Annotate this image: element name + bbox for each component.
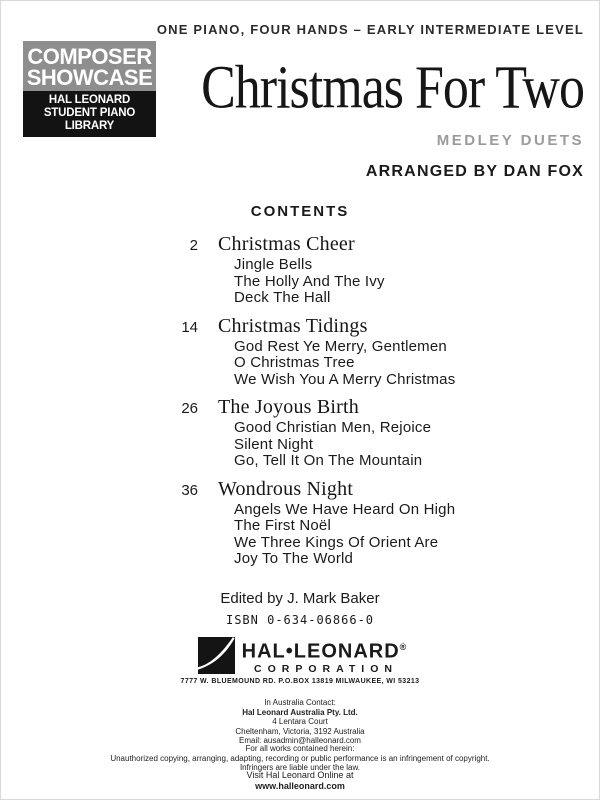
contents-heading: CONTENTS <box>250 203 350 220</box>
section-title: Wondrous Night <box>218 477 354 500</box>
section-songs <box>234 339 455 389</box>
song-title: We Wish You A Merry Christmas <box>234 370 456 388</box>
publisher-logo-row <box>193 637 408 675</box>
song-title: God Rest Ye Merry, Gentlemen <box>234 337 447 355</box>
page-title: Christmas For Two <box>201 54 584 122</box>
level-line: ONE PIANO, FOUR HANDS – EARLY INTERMEDIATE LEVEL <box>156 22 584 37</box>
registered-mark: ® <box>399 642 408 653</box>
section-page-number: 14 <box>181 318 198 336</box>
series-badge <box>23 41 156 137</box>
section-page-number: 26 <box>181 400 198 417</box>
website-line: Visit Hal Leonard Online at <box>246 770 354 780</box>
contents-section-head <box>151 479 455 500</box>
song-title: Deck The Hall <box>234 289 331 306</box>
song-title: O Christmas Tree <box>234 354 355 371</box>
song-title: Good Christian Men, Rejoice <box>234 419 432 436</box>
contents-list <box>151 234 455 577</box>
section-songs <box>234 257 455 307</box>
song-title: Jingle Bells <box>234 256 313 273</box>
contents-section <box>151 234 455 307</box>
copyright-line: For all works contained herein: <box>245 744 355 753</box>
subtitle: MEDLEY DUETS <box>436 132 584 149</box>
contents-section <box>151 479 455 568</box>
series-badge-title <box>23 41 156 91</box>
australia-line: Hal Leonard Australia Pty. Ltd. <box>242 707 358 717</box>
song-title: Silent Night <box>234 435 314 453</box>
song-title: Joy To The World <box>234 550 354 567</box>
copyright-line: Unauthorized copying, arranging, adapting, recording or public performance is an infringement of copyright. <box>110 753 490 763</box>
series-badge-line1: COMPOSER <box>27 44 152 69</box>
section-songs <box>234 420 455 470</box>
section-title: Christmas Tidings <box>218 314 368 337</box>
song-title: The First Noël <box>234 517 331 534</box>
section-page-number: 36 <box>181 481 198 499</box>
copyright-line: Infringers are liable under the law. <box>239 763 361 772</box>
publisher-corporation: CORPORATION <box>254 662 398 675</box>
australia-line: Cheltenham, Victoria, 3192 Australia <box>235 726 365 736</box>
song-title: Angels We Have Heard On High <box>234 500 456 518</box>
publisher-names <box>242 637 408 675</box>
section-songs <box>234 502 455 568</box>
song-title: We Three Kings Of Orient Are <box>234 533 439 551</box>
publisher-address: 7777 W. BLUEMOUND RD. P.O.BOX 13819 MILWAUKEE, WI 53213 <box>180 678 420 685</box>
series-badge-library <box>23 91 156 137</box>
publisher-block <box>1 637 599 685</box>
contents-section-head <box>151 316 455 337</box>
contents-section-head <box>151 397 455 418</box>
australia-line: Email: ausadmin@halleonard.com <box>239 736 361 745</box>
australia-contact <box>1 698 599 746</box>
contents-section <box>151 397 455 470</box>
contents-section <box>151 316 455 389</box>
australia-line: 4 Lentara Court <box>272 717 328 726</box>
australia-line: In Australia Contact: <box>264 698 336 707</box>
copyright-notice <box>1 744 599 773</box>
series-badge-line3: HAL LEONARD <box>48 94 131 106</box>
publisher-name: HAL•LEONARD® <box>241 640 408 663</box>
section-page-number: 2 <box>189 237 198 254</box>
section-title: Christmas Cheer <box>218 233 355 255</box>
section-title: The Joyous Birth <box>218 396 359 418</box>
series-badge-line4: STUDENT PIANO LIBRARY <box>43 107 136 132</box>
contents-section-head <box>151 234 455 255</box>
song-title: Go, Tell It On The Mountain <box>234 452 423 469</box>
isbn: ISBN 0-634-06866-0 <box>225 613 375 627</box>
song-title: The Holly And The Ivy <box>234 272 385 290</box>
series-badge-line2: SHOWCASE <box>26 65 153 90</box>
website-block <box>1 770 599 791</box>
arranger-credit: ARRANGED BY DAN FOX <box>365 163 584 180</box>
editor-credit: Edited by J. Mark Baker <box>220 590 380 607</box>
website-line: www.halleonard.com <box>255 780 345 791</box>
hal-leonard-swoosh-icon <box>193 637 235 675</box>
